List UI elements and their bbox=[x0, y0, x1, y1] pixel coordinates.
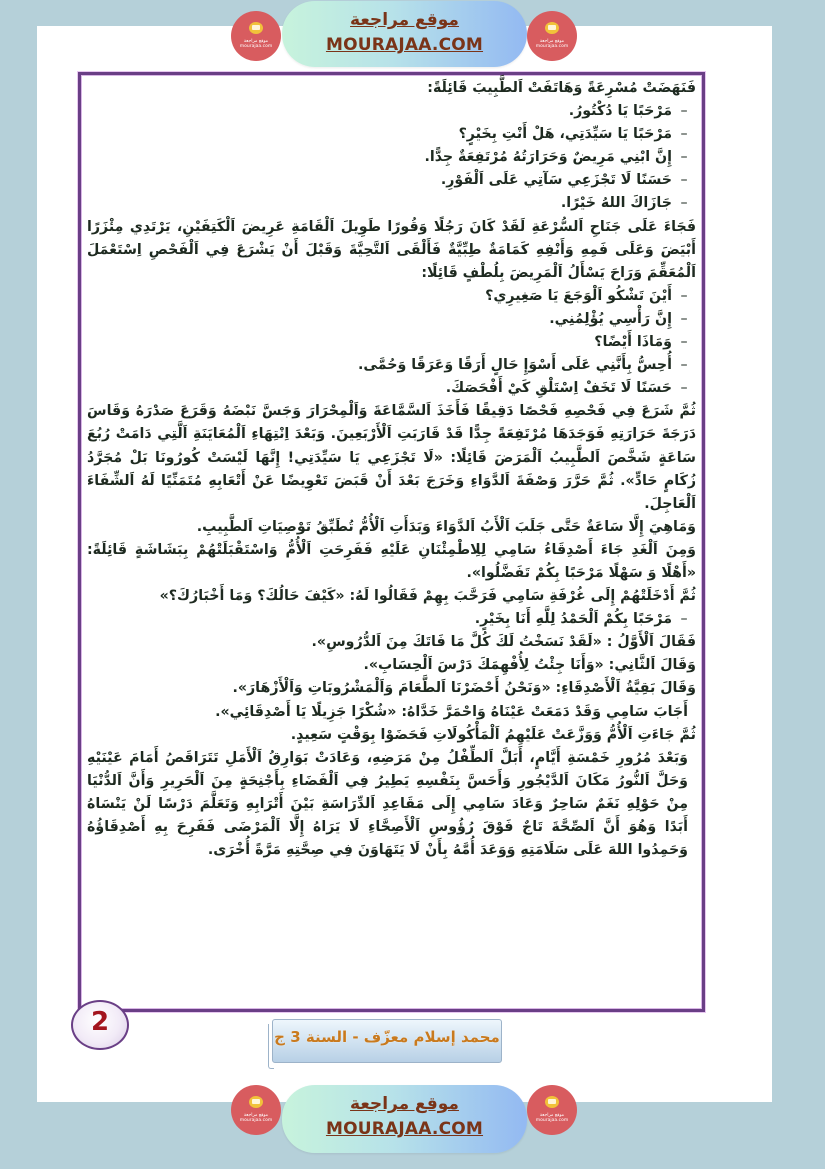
logo-caption: موقع مراجعة mourajaa.com bbox=[239, 1113, 273, 1123]
dialogue-line: – مَرْحَبًا يَا سَيِّدَتِي، هَلْ أَنْتِ بِخَيْرٍ؟ bbox=[87, 123, 696, 146]
paragraph: وَبَعْدَ مُرُورِ خَمْسَةِ أَيَّامٍ، أَبَلَّ اَلطِّفْلُ مِنْ مَرَضِهِ، وَعَادَتْ بَوَارِقُ اَلْأَمَلِ تَتَرَاقَصُ أَمَامَ عَيْنَيْهِ وَحَلَّ اَلنُّورُ مَكَانَ اَلدَّيْجُورِ وَأَحَسَّ بِنَفْسِهِ يَطِيرُ فِي اَلْفَضَاءِ بِأَجْنِحَةٍ مِنَ اَلْحَرِيرِ وَأَنَّ اَلدُّنْيَا مِنْ حَوْلِهِ نَغَمٌ سَاحِرٌ وَعَادَ سَامِي إِلَى مَقَاعِدِ اَلدِّرَاسَةِ بَيْنَ أَتْرَابِهِ وَتَعَلَّمَ دَرْسًا لَنْ يَنْسَاهُ أَبَدًا وَهُوَ أَنَّ اَلصِّحَّةَ تَاجٌ فَوْقَ رُؤُوسِ اَلْأَصِحَّاءِ لَا يَرَاهُ إِلَّا اَلْمَرْضَى فَفَرِحَ بِهِ أَصْدِقَاؤُهُ وَحَمِدُوا اللهَ عَلَى سَلَامَتِهِ وَوَعَدَ أُمَّهُ بِأَنْ لَا يَتَهَاوَنَ فِي صِحَّتِهِ مَرَّةً أُخْرَى. bbox=[87, 749, 688, 859]
footer-divider bbox=[129, 1010, 705, 1012]
dialogue-line: – إِنَّ ابْنِي مَرِيضٌ وَحَرَارَتُهُ مُرْتَفِعَةٌ جِدًّا. bbox=[87, 146, 696, 169]
paragraph: ثُمَّ شَرَعَ فِي فَحْصِهِ فَحْصًا دَقِيقًا فَأَخَذَ اَلسَّمَّاعَةَ وَاَلْمِحْرَارَ وَجَسَّ نَبْضَهُ وَقَرَعَ صَدْرَهُ وَقَاسَ دَرَجَةَ حَرَارَتِهِ فَوَجَدَهَا مُرْتَفِعَةً جِدًّا قَدْ قَارَبَتِ اَلْأَرْبَعِينَ. وَبَعْدَ اِنْتِهَاءِ اَلْمُعَايَنَةِ اَلَّتِي دَامَتْ رُبُعَ سَاعَةٍ شَخَّصَ اَلطَّبِيبُ اَلْمَرَضَ قَائِلًا: «لَا تَجْزَعِي يَا سَيِّدَتِي! إِنَّهَا لَيْسَتْ كُورُونَا بَلْ مُجَرَّدُ زُكَامٍ حَادٍّ». ثُمَّ حَرَّرَ وَصْفَةَ اَلدَّوَاءِ وَخَرَجَ بَعْدَ أَنْ قَبَضَ تَعْوِيضًا عَنْ أَتْعَابِهِ مُتَمَنِّيًا لَهُ اَلشِّفَاءَ اَلْعَاجِلَ. bbox=[87, 403, 696, 512]
book-icon bbox=[249, 22, 263, 34]
book-icon bbox=[545, 22, 559, 34]
paragraph: فَجَاءَ عَلَى جَنَاحِ اَلسُّرْعَةِ لَقَدْ كَانَ رَجُلًا وَقُورًا طَوِيلَ اَلْقَامَةِ عَرِيضَ اَلْكَتِفَيْنِ، يَرْتَدِي مِئْزَرًا أَبْيَضَ وَعَلَى فَمِهِ وَأَنْفِهِ كَمَامَةٌ طِبِّيَّةٌ فَأَلْقَى اَلتَّحِيَّةَ وَقَبْلَ أَنْ يَشْرَعَ فِي اَلْفَحْصِ اِسْتَعْمَلَ اَلْمُعَقِّمَ وَرَاحَ يَسْأَلُ اَلْمَرِيضَ بِلُطْفٍ قَائِلًا: bbox=[87, 218, 696, 281]
dialogue-line: – وَمَاذَا أَيْضًا؟ bbox=[87, 331, 696, 354]
logo-caption: موقع مراجعة mourajaa.com bbox=[535, 1113, 569, 1123]
site-logo-right-bottom[interactable] bbox=[527, 1085, 577, 1135]
logo-caption: موقع مراجعة mourajaa.com bbox=[535, 39, 569, 49]
book-icon bbox=[249, 1096, 263, 1108]
site-banner-arabic-label[interactable]: موقع مراجعة bbox=[350, 10, 459, 30]
dialogue-line: – حَسَنًا لَا تَخَفْ اِسْتَلْقِ كَيْ أَفْحَصَكَ. bbox=[87, 377, 696, 400]
author-scroll-banner bbox=[272, 1019, 502, 1063]
story-text bbox=[87, 77, 696, 862]
site-banner-top[interactable] bbox=[282, 1, 527, 67]
paragraph: وَقَالَ اَلثَّانِي: «وَأَنَا جِئْتُ لِأُفْهِمَكَ دَرْسَ اَلْحِسَابِ». bbox=[363, 657, 696, 674]
site-logo-right-top[interactable] bbox=[527, 11, 577, 61]
site-logo-left-bottom[interactable] bbox=[231, 1085, 281, 1135]
dialogue-line: – مَرْحَبًا بِكُمْ اَلْحَمْدُ لِلَّهِ أَنَا بِخَيْرٍ. bbox=[87, 608, 696, 631]
logo-caption: موقع مراجعة mourajaa.com bbox=[239, 39, 273, 49]
page-number: 2 bbox=[90, 1007, 110, 1037]
paragraph: وَقَالَ بَقِيَّةُ اَلْأَصْدِقَاءِ: «وَنَحْنُ أَحْضَرْنَا اَلطَّعَامَ وَاَلْمَشْرُوبَاتِ وَاَلْأَزْهَارَ». bbox=[232, 680, 696, 697]
dialogue-line: – إِنَّ رَأْسِي يُؤْلِمُنِي. bbox=[87, 308, 696, 331]
site-banner-bottom[interactable] bbox=[282, 1085, 527, 1153]
paragraph: فَنَهَضَتْ مُسْرِعَةً وَهَاتَفَتْ اَلطَّبِيبَ قَائِلَةً: bbox=[427, 80, 696, 96]
page-number-badge bbox=[71, 1000, 129, 1050]
author-label: محمد إسلام معزّف - السنة 3 ج bbox=[274, 1028, 500, 1046]
paragraph: فَقَالَ اَلْأَوَّلُ : «لَقَدْ نَسَخْتُ لَكَ كُلَّ مَا فَاتَكَ مِنَ اَلدُّرُوسِ». bbox=[311, 634, 696, 651]
paragraph: وَمَاهِيَ إِلَّا سَاعَةٌ حَتَّى جَلَبَ اَلْأَبُ اَلدَّوَاءَ وَبَدَأَتِ اَلْأُمُّ تُطَبِّقُ تَوْصِيَاتِ اَلطَّبِيبِ. bbox=[196, 518, 696, 535]
dialogue-line: – حَسَنًا لَا تَجْزَعِي سَآتِي عَلَى اَلْفَوْرِ. bbox=[87, 169, 696, 192]
paragraph: أَجَابَ سَامِي وَقَدْ دَمَعَتْ عَيْنَاهُ وَاحْمَرَّ خَدَّاهُ: «شُكْرًا جَزِيلًا يَا أَصْدِقَائِي». bbox=[215, 703, 688, 720]
text-frame bbox=[78, 72, 705, 1012]
site-banner-arabic-label[interactable]: موقع مراجعة bbox=[350, 1094, 459, 1114]
paragraph: ثُمَّ جَاءَتِ اَلْأُمُّ وَوَزَّعَتْ عَلَيْهِمُ اَلْمَأْكُولَاتِ فَحَضَوْا بِوَقْتٍ سَعِيدٍ. bbox=[290, 726, 696, 743]
paragraph: ثُمَّ أَدْخَلَتْهُمْ إِلَى غُرْفَةِ سَامِي فَرَحَّبَ بِهِمْ فَقَالُوا لَهُ: «كَيْفَ حَالُكَ؟ وَمَا أَخْبَارُكَ؟» bbox=[159, 588, 696, 605]
site-banner-english-label[interactable]: MOURAJAA.COM bbox=[325, 1119, 484, 1139]
paragraph: وَمِنَ اَلْغَدِ جَاءَ أَصْدِقَاءُ سَامِي لِلِاطْمِئْنَانِ عَلَيْهِ فَفَرِحَتِ اَلْأُمُّ وَاسْتَقْبَلَتْهُمْ بِبَشَاشَةٍ قَائِلَةً: «أَهْلًا وَ سَهْلًا مَرْحَبًا بِكُمْ تَفَضَّلُوا». bbox=[87, 541, 696, 581]
dialogue-line: – أُحِسُّ بِأَنَّنِي عَلَى أَسْوَإِ حَالٍ أَرَقًا وَعَرَقًا وَحُمَّى. bbox=[87, 354, 696, 377]
dialogue-line: – مَرْحَبًا يَا دُكْتُورُ. bbox=[87, 100, 696, 123]
dialogue-line: – جَازَاكَ اللهُ خَيْرًا. bbox=[87, 192, 696, 215]
site-logo-left-top[interactable] bbox=[231, 11, 281, 61]
site-banner-english-label[interactable]: MOURAJAA.COM bbox=[325, 35, 484, 55]
book-icon bbox=[545, 1096, 559, 1108]
dialogue-line: – أَيْنَ تَشْكُو اَلْوَجَعَ يَا صَغِيرِي؟ bbox=[87, 285, 696, 308]
